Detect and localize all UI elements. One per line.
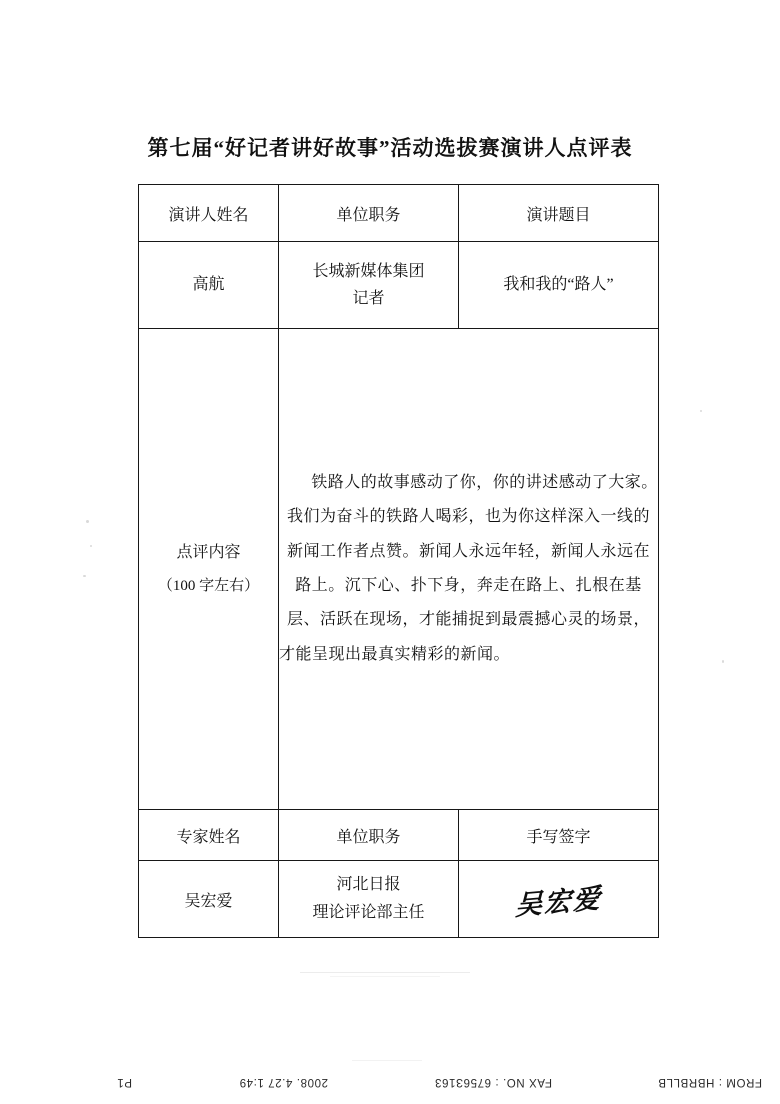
fax-from: FROM : HBRBLLB <box>657 1076 762 1088</box>
value-expert-name: 吴宏爱 <box>139 861 279 938</box>
header-unit-position: 单位职务 <box>279 185 459 242</box>
scan-speckle <box>700 410 702 412</box>
value-expert-unit-line1: 河北日报 <box>336 876 401 893</box>
table-row <box>139 861 659 938</box>
header-handwritten-signature: 手写签字 <box>459 810 659 861</box>
scan-speckle <box>83 575 86 577</box>
header-expert-name: 专家姓名 <box>139 810 279 861</box>
value-unit-position-line2: 记者 <box>352 290 385 307</box>
comment-text: 铁路人的故事感动了你，你的讲述感动了大家。我们为奋斗的铁路人喝彩，也为你这样深入一线的新闻工作者点赞。新闻人永远年轻，新闻人永远在路上。沉下心、扑下身，奔走在路上、扎根在基层、活跃在现场，才能捕捉到最震撼心灵的场景，才能呈现出最真实精彩的新闻。 <box>279 329 659 810</box>
page-title: 第七届“好记者讲好故事”活动选拔赛演讲人点评表 <box>147 136 633 160</box>
table-row <box>139 810 659 861</box>
value-speaker-name: 高航 <box>139 242 279 329</box>
scan-streak <box>300 972 470 973</box>
comment-label-sub: （100 字左右） <box>157 578 260 594</box>
value-unit-position <box>279 242 459 329</box>
scan-streak <box>352 1060 422 1061</box>
table-row <box>139 242 659 329</box>
header-speech-title: 演讲题目 <box>459 185 659 242</box>
comment-label: 点评内容 <box>176 544 241 561</box>
table-row <box>139 185 659 242</box>
handwritten-signature: 吴宏爱 <box>514 882 603 922</box>
fax-date: 2008. 4.27 1:49 <box>239 1076 328 1088</box>
fax-footer <box>0 1062 780 1096</box>
evaluation-form-table <box>138 184 659 938</box>
header-expert-unit-position: 单位职务 <box>279 810 459 861</box>
header-speaker-name: 演讲人姓名 <box>139 185 279 242</box>
value-expert-unit-position <box>279 861 459 938</box>
scan-speckle <box>86 520 89 523</box>
fax-page-number: P1 <box>116 1076 132 1088</box>
value-expert-unit-line2: 理论评论部主任 <box>312 904 425 921</box>
fax-number: FAX NO. : 6756З163 <box>434 1076 552 1088</box>
scan-speckle <box>90 545 92 547</box>
scan-streak <box>330 976 440 977</box>
comment-label-cell <box>139 329 279 810</box>
signature-cell <box>459 861 659 938</box>
value-speech-title: 我和我的“路人” <box>459 242 659 329</box>
value-unit-position-line1: 长城新媒体集团 <box>312 262 425 280</box>
scan-speckle <box>722 660 724 663</box>
table-row <box>139 329 659 810</box>
